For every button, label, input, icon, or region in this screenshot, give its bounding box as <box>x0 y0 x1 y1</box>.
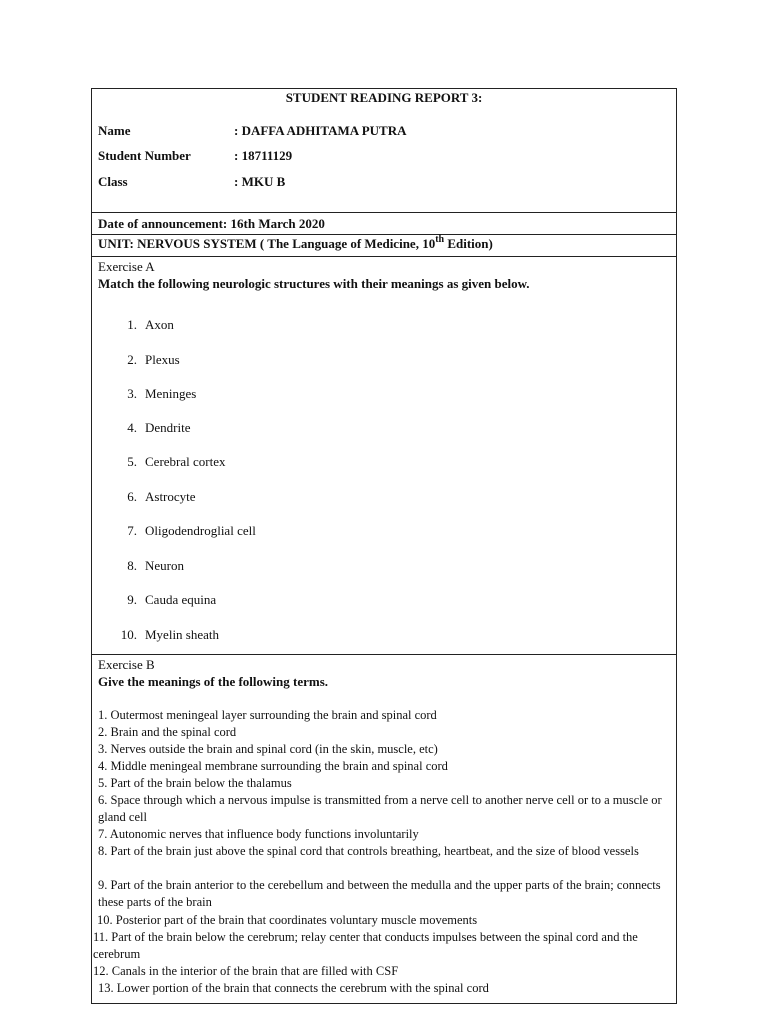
unit-title-prefix: UNIT: NERVOUS SYSTEM ( The Language of Medicine, 10 <box>98 236 436 251</box>
exercise-b-item: 1. Outermost meningeal layer surrounding the brain and spinal cord <box>98 708 437 722</box>
exercise-a-item-number: 3. <box>127 386 137 401</box>
name-value: : DAFFA ADHITAMA PUTRA <box>234 123 407 138</box>
exercise-a-list <box>92 257 676 654</box>
exercise-b-item: 12. Canals in the interior of the brain that are filled with CSF <box>93 964 399 978</box>
exercise-b-item: 5. Part of the brain below the thalamus <box>98 776 292 790</box>
exercise-a-item <box>113 454 225 470</box>
exercise-b-section <box>92 655 676 1003</box>
exercise-a-item <box>113 352 180 368</box>
exercise-b-item: 10. Posterior part of the brain that coordinates voluntary muscle movements <box>97 913 478 927</box>
exercise-a-item-text: Cauda equina <box>145 592 217 607</box>
exercise-a-item-number: 6. <box>127 489 137 504</box>
exercise-a-item-text: Dendrite <box>145 420 191 435</box>
exercise-a-item <box>113 592 216 608</box>
exercise-b-instruction: Give the meanings of the following terms. <box>98 674 329 689</box>
exercise-a-item <box>113 489 196 505</box>
exercise-a-label: Exercise A <box>98 259 155 274</box>
exercise-b-item: 13. Lower portion of the brain that connects the cerebrum with the spinal cord <box>98 981 489 995</box>
class-value: : MKU B <box>234 174 286 189</box>
exercise-b-item: 8. Part of the brain just above the spinal cord that controls breathing, heartbeat, and the size of blood vessels <box>98 844 639 858</box>
exercise-b-item: 3. Nerves outside the brain and spinal cord (in the skin, muscle, etc) <box>98 742 438 756</box>
unit-title <box>98 236 493 252</box>
exercise-a-item-text: Axon <box>145 317 174 332</box>
exercise-a-item-number: 5. <box>127 454 137 469</box>
exercise-b-item: 7. Autonomic nerves that influence body functions involuntarily <box>98 827 419 841</box>
exercise-a-item-number: 7. <box>127 523 137 538</box>
exercise-b-item: 11. Part of the brain below the cerebrum; relay center that conducts impulses between the spinal cord and the cerebrum <box>93 930 638 961</box>
exercise-a-item-text: Neuron <box>145 558 184 573</box>
exercise-b-item: 6. Space through which a nervous impulse is transmitted from a nerve cell to another nerve cell or to a muscle or gland cell <box>98 793 662 824</box>
announcement-date-row <box>92 213 676 235</box>
class-field <box>98 174 285 190</box>
student-number-value: : 18711129 <box>234 148 293 163</box>
exercise-b-item: 4. Middle meningeal membrane surrounding the brain and spinal cord <box>98 759 448 773</box>
exercise-b-list <box>92 655 676 1003</box>
exercise-a-item-number: 8. <box>127 558 137 573</box>
unit-row <box>92 235 676 257</box>
exercise-b-label: Exercise B <box>98 657 155 672</box>
unit-title-superscript: th <box>435 234 445 245</box>
name-field <box>98 123 407 139</box>
exercise-a-item <box>113 523 256 539</box>
exercise-b-item: 2. Brain and the spinal cord <box>98 725 237 739</box>
report-title: STUDENT READING REPORT 3: <box>285 90 483 105</box>
report-table <box>91 88 677 1004</box>
student-number-field <box>98 148 292 164</box>
exercise-a-section <box>92 257 676 655</box>
exercise-a-item-text: Oligodendroglial cell <box>145 523 256 538</box>
exercise-a-item <box>113 420 190 436</box>
exercise-a-item-text: Astrocyte <box>145 489 196 504</box>
exercise-a-item-text: Cerebral cortex <box>145 454 226 469</box>
unit-title-suffix: Edition) <box>444 236 493 251</box>
exercise-a-item-number: 4. <box>127 420 137 435</box>
exercise-a-item-text: Myelin sheath <box>145 627 220 642</box>
exercise-a-item-number: 9. <box>127 592 137 607</box>
exercise-b-item: 9. Part of the brain anterior to the cerebellum and between the medulla and the upper parts of the brain; connects these parts of the brain <box>98 878 661 909</box>
exercise-a-item-text: Plexus <box>145 352 180 367</box>
exercise-a-item <box>113 627 219 643</box>
report-header <box>92 89 676 213</box>
exercise-a-item-number: 2. <box>127 352 137 367</box>
exercise-a-item <box>113 558 184 574</box>
student-number-label: Student Number <box>98 148 191 163</box>
exercise-a-item-number: 10. <box>120 627 137 642</box>
name-label: Name <box>98 123 131 138</box>
class-label: Class <box>98 174 128 189</box>
exercise-a-item-number: 1. <box>127 317 137 332</box>
exercise-a-item <box>113 386 196 402</box>
exercise-a-instruction: Match the following neurologic structures with their meanings as given below. <box>98 276 530 291</box>
exercise-a-item <box>113 317 174 333</box>
announcement-date: Date of announcement: 16th March 2020 <box>98 216 325 231</box>
exercise-a-item-text: Meninges <box>145 386 197 401</box>
